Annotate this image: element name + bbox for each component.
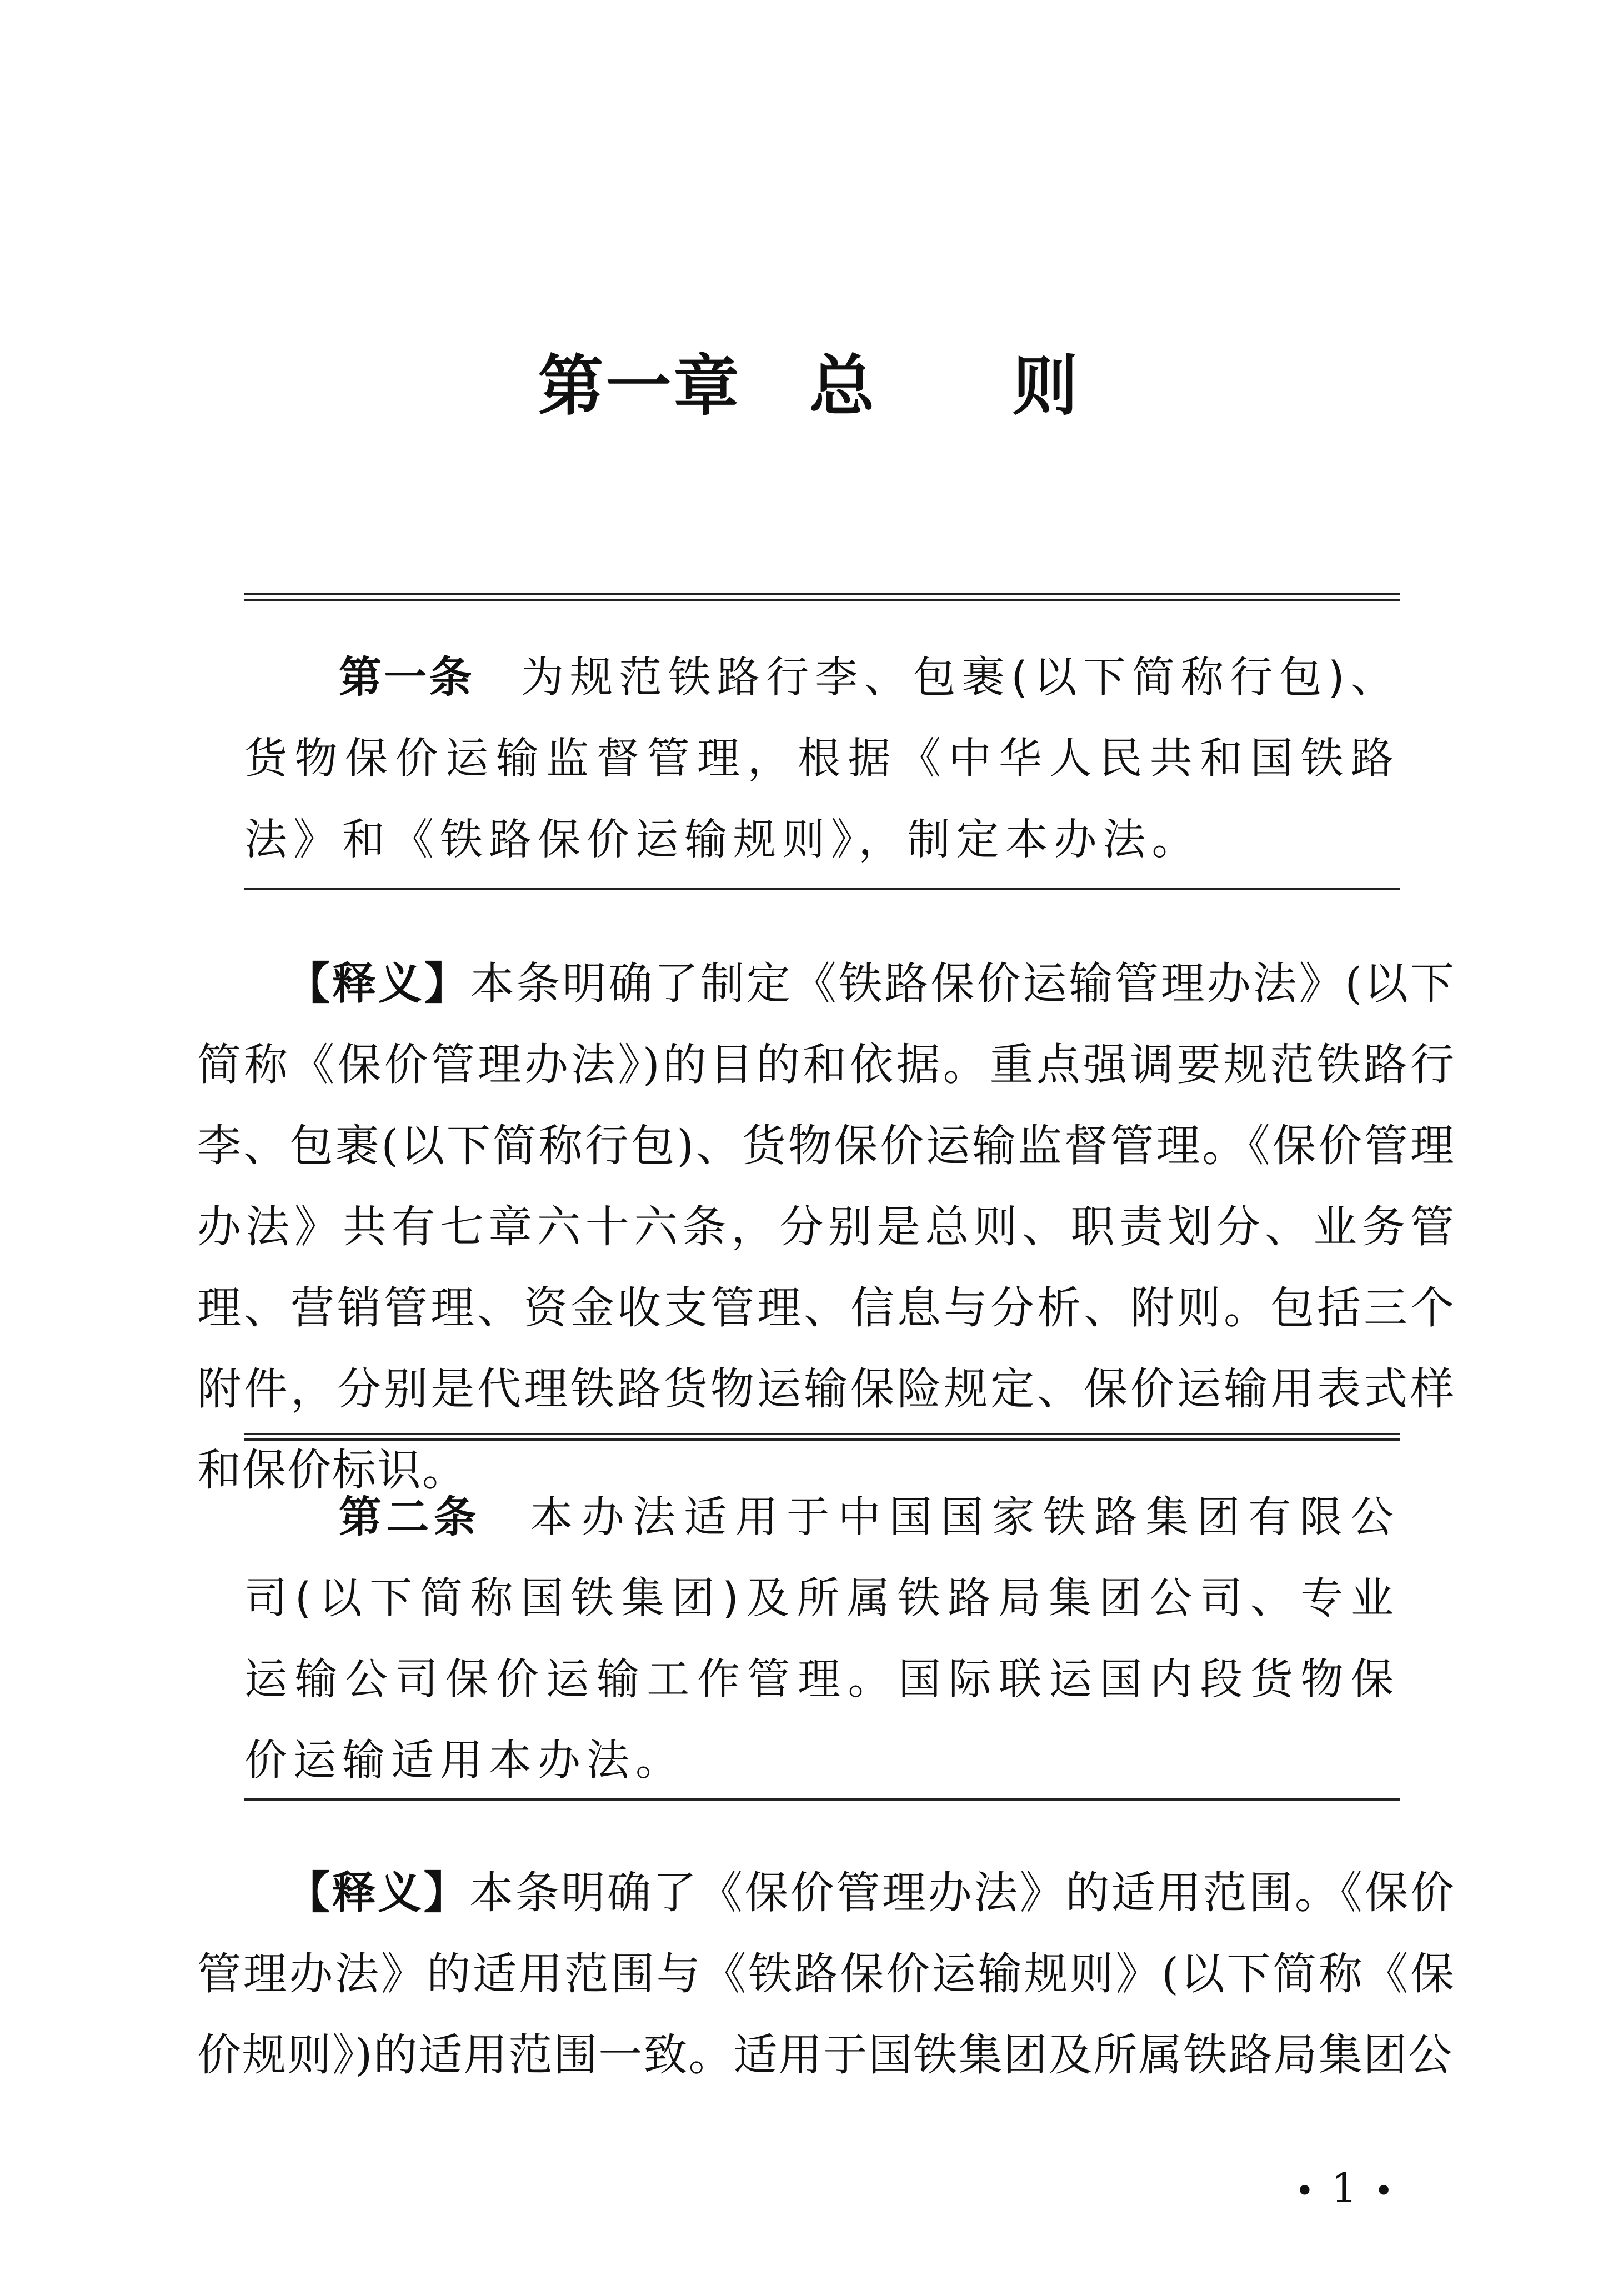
article-1-text: 为规范铁路行李、包裹(以下简称行包)、货物保价运输监督管理，根据《中华人民共和国铁路法》和《铁路保价运输规则》，制定本办法。 [244,653,1400,865]
commentary-1 [197,943,1455,1511]
article-1-top-rule [244,593,1400,601]
article-2-text: 本办法适用于中国国家铁路集团有限公司(以下简称国铁集团)及所属铁路局集团公司、专业运输公司保价运输工作管理。国际联运国内段货物保价运输适用本办法。 [244,1493,1400,1786]
article-2 [244,1477,1400,1802]
article-1 [244,638,1400,881]
commentary-2-text: 本条明确了《保价管理办法》的适用范围。《保价管理办法》的适用范围与《铁路保价运输规则》(以下简称《保价规则》)的适用范围一致。适用于国铁集团及所属铁路局集团公 [197,1867,1456,2081]
article-2-bottom-rule [244,1798,1400,1801]
commentary-2 [197,1852,1455,2096]
page-number-left-dot: • [1295,2172,1315,2210]
article-2-top-rule [244,1433,1400,1441]
page-number-value: 1 [1331,2164,1357,2212]
commentary-1-label: 【释义】 [286,958,470,1009]
chapter-title: 第一章 总 则 [538,347,1080,424]
article-2-label: 第二条 [339,1493,482,1542]
article-1-bottom-rule [244,888,1400,890]
commentary-1-text: 本条明确了制定《铁路保价运输管理办法》(以下简称《保价管理办法》)的目的和依据。重点强调要规范铁路行李、包裹(以下简称行包)、货物保价运输监督管理。《保价管理办法》共有七章六十六条，分别是总则、职责划分、业务管理、营销管理、资金收支管理、信息与分析、附则。包括三个附件，分别是代理铁路货物运输保险规定、保价运输用表式样和保价标识。 [197,958,1456,1496]
page-number-right-dot: • [1374,2172,1394,2210]
page-number [1261,2155,1427,2222]
article-1-label: 第一条 [339,653,474,703]
commentary-2-label: 【释义】 [286,1867,470,1918]
